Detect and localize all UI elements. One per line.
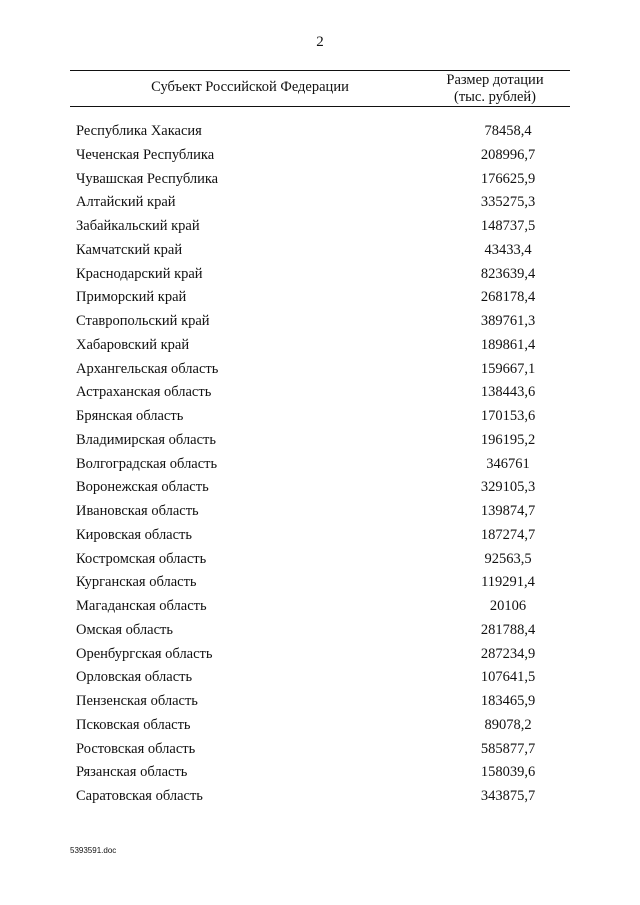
table-row: [76, 286, 556, 310]
table-row: [76, 429, 556, 453]
region-name: Пензенская область: [76, 693, 198, 709]
table-row: [76, 453, 556, 477]
subsidy-amount: 148737,5: [480, 218, 536, 234]
region-name: Алтайский край: [76, 194, 176, 211]
subsidy-amount: 196195,2: [480, 431, 536, 448]
region-name: Орловская область: [76, 669, 193, 686]
column-header-amount: [420, 72, 570, 106]
region-name: Чеченская Республика: [76, 146, 215, 163]
subsidy-amount: 268178,4: [480, 289, 536, 306]
region-name: Кировская область: [76, 526, 193, 543]
column-header-amount-line2: (тыс. рублей): [454, 89, 536, 105]
subsidy-amount: 158039,6: [480, 764, 536, 781]
table-row: [76, 643, 556, 667]
table-top-rule: [70, 70, 570, 71]
region-name: Оренбургская область: [76, 645, 213, 662]
region-name: Саратовская область: [76, 788, 203, 804]
table-row: [76, 239, 556, 263]
region-name: Приморский край: [76, 289, 187, 306]
table-row: [76, 761, 556, 785]
region-name: Волгоградская область: [76, 455, 218, 472]
subsidy-amount: 139874,7: [480, 503, 536, 519]
subsidy-amount: 585877,7: [480, 740, 536, 757]
subsidy-amount: 208996,7: [480, 146, 536, 163]
subsidy-amount: 119291,4: [481, 574, 535, 591]
page-number: 2: [316, 34, 324, 50]
region-name: Магаданская область: [76, 598, 207, 614]
table-row: [76, 381, 556, 405]
table-header-rule: [70, 106, 570, 107]
table-row: [76, 714, 556, 738]
column-header-subject: Субъект Российской Федерации: [151, 79, 349, 95]
region-name: Забайкальский край: [76, 218, 200, 234]
region-name: Омская область: [76, 621, 173, 638]
table-row: [76, 144, 556, 168]
table-row: [76, 263, 556, 287]
subsidy-amount: 329105,3: [480, 479, 536, 496]
subsidy-amount: 170153,6: [480, 408, 536, 424]
subsidy-amount: 335275,3: [480, 194, 536, 211]
region-name: Костромская область: [76, 550, 207, 567]
table-row: [76, 334, 556, 358]
table-row: [76, 571, 556, 595]
region-name: Республика Хакасия: [76, 123, 202, 139]
table-row: [76, 310, 556, 334]
region-name: Ростовская область: [76, 740, 196, 757]
table-row: [76, 476, 556, 500]
table-row: [76, 738, 556, 762]
subsidy-amount: 138443,6: [480, 384, 536, 401]
subsidy-amount: 187274,7: [480, 526, 536, 543]
table-row: [76, 191, 556, 215]
table-row: [76, 785, 556, 809]
subsidy-amount: 183465,9: [480, 693, 536, 709]
subsidy-amount: 20106: [489, 598, 527, 614]
subsidy-amount: 287234,9: [480, 645, 536, 662]
region-name: Астраханская область: [76, 384, 212, 401]
subsidy-amount: 346761: [486, 455, 530, 472]
table-body: [76, 120, 556, 809]
region-name: Курганская область: [76, 574, 197, 591]
region-name: Воронежская область: [76, 479, 209, 496]
table-row: [76, 500, 556, 524]
region-name: Ставропольский край: [76, 313, 210, 329]
subsidy-amount: 281788,4: [480, 621, 536, 638]
region-name: Брянская область: [76, 408, 184, 424]
table-row: [76, 215, 556, 239]
subsidy-amount: 176625,9: [480, 170, 536, 187]
subsidy-amount: 159667,1: [480, 360, 536, 377]
table-row: [76, 619, 556, 643]
region-name: Чувашская Республика: [76, 170, 219, 187]
subsidy-amount: 823639,4: [480, 265, 536, 282]
region-name: Хабаровский край: [76, 336, 190, 353]
table-row: [76, 524, 556, 548]
table-row: [76, 690, 556, 714]
subsidy-amount: 107641,5: [480, 669, 536, 686]
region-name: Архангельская область: [76, 360, 219, 377]
region-name: Владимирская область: [76, 431, 216, 448]
subsidy-amount: 343875,7: [480, 788, 536, 804]
table-row: [76, 666, 556, 690]
region-name: Рязанская область: [76, 764, 188, 781]
region-name: Камчатский край: [76, 241, 183, 258]
region-name: Псковская область: [76, 716, 191, 733]
table-row: [76, 548, 556, 572]
subsidy-amount: 78458,4: [484, 123, 532, 139]
table-row: [76, 405, 556, 429]
subsidy-amount: 89078,2: [484, 716, 532, 733]
document-reference: 5393591.doc: [70, 846, 117, 855]
subsidy-amount: 389761,3: [480, 313, 536, 329]
table-row: [76, 595, 556, 619]
region-name: Краснодарский край: [76, 265, 203, 282]
subsidy-amount: 189861,4: [480, 336, 536, 353]
column-header-amount-line1: Размер дотации: [446, 72, 544, 88]
table-row: [76, 120, 556, 144]
table-row: [76, 358, 556, 382]
subsidy-amount: 92563,5: [484, 550, 532, 567]
table-row: [76, 168, 556, 192]
region-name: Ивановская область: [76, 503, 199, 519]
subsidy-amount: 43433,4: [484, 241, 532, 258]
